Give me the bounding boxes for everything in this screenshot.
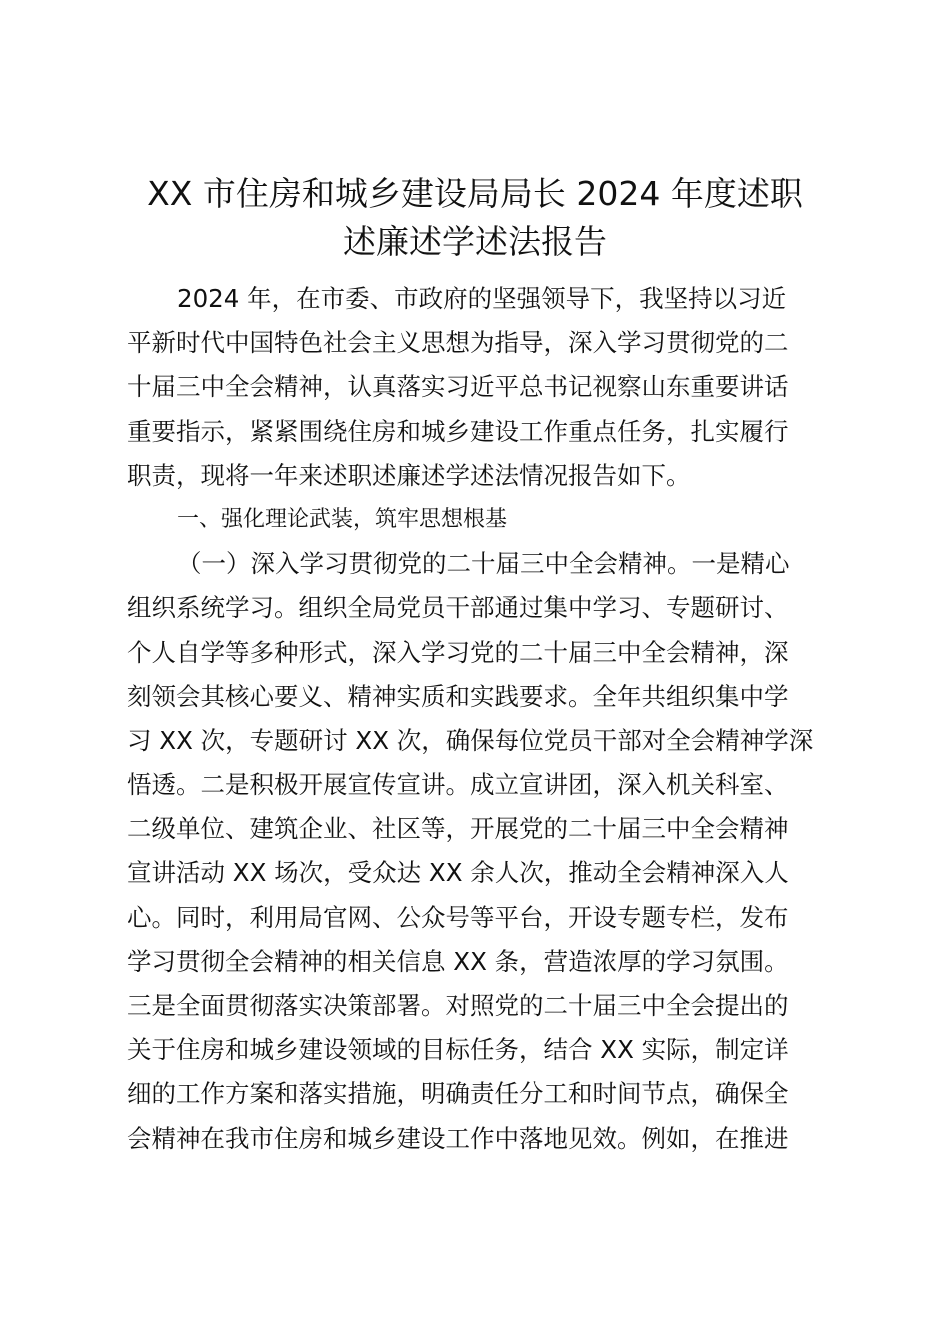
paragraph-line: 职责，现将一年来述职述廉述学述法情况报告如下。 — [127, 460, 691, 490]
section-heading: 一、强化理论武装，筑牢思想根基 — [177, 506, 508, 532]
paragraph-line: 细的工作方案和落实措施，明确责任分工和时间节点，确保全 — [127, 1079, 789, 1109]
paragraph-line: 十届三中全会精神，认真落实习近平总书记视察山东重要讲话 — [127, 372, 789, 402]
paragraph-line: （一）深入学习贯彻党的二十届三中全会精神。一是精心 — [177, 549, 790, 579]
paragraph-line: 三是全面贯彻落实决策部署。对照党的二十届三中全会提出的 — [127, 991, 789, 1020]
paragraph-line: 宣讲活动 XX 场次，受众达 XX 余人次，推动全会精神深入人 — [127, 858, 789, 888]
paragraph-line: 二级单位、建筑企业、社区等，开展党的二十届三中全会精神 — [127, 814, 789, 844]
paragraph-line: 个人自学等多种形式，深入学习党的二十届三中全会精神，深 — [127, 637, 789, 667]
paragraph-line: 学习贯彻全会精神的相关信息 XX 条，营造浓厚的学习氛围。 — [127, 946, 789, 976]
paragraph-line: 悟透。二是积极开展宣传宣讲。成立宣讲团，深入机关科室、 — [127, 770, 789, 800]
paragraph-line: 重要指示，紧紧围绕住房和城乡建设工作重点任务，扎实履行 — [127, 416, 789, 446]
paragraph-line: 关于住房和城乡建设领域的目标任务，结合 XX 实际，制定详 — [127, 1035, 789, 1065]
title-line-2: 述廉述学述法报告 — [343, 222, 607, 261]
title-line-1: XX 市住房和城乡建设局局长 2024 年度述职 — [147, 174, 803, 213]
paragraph-line: 心。同时，利用局官网、公众号等平台，开设专题专栏，发布 — [127, 902, 789, 932]
paragraph-line: 习 XX 次，专题研讨 XX 次，确保每位党员干部对全会精神学深 — [127, 725, 814, 755]
paragraph-line: 平新时代中国特色社会主义思想为指导，深入学习贯彻党的二 — [127, 328, 789, 358]
paragraph-line: 会精神在我市住房和城乡建设工作中落地见效。例如，在推进 — [127, 1123, 789, 1153]
paragraph-line: 2024 年，在市委、市政府的坚强领导下，我坚持以习近 — [177, 284, 787, 313]
document-body — [127, 277, 827, 1161]
paragraph-line: 组织系统学习。组织全局党员干部通过集中学习、专题研讨、 — [127, 593, 789, 623]
document-title — [100, 170, 850, 266]
paragraph-line: 刻领会其核心要义、精神实质和实践要求。全年共组织集中学 — [127, 681, 789, 711]
